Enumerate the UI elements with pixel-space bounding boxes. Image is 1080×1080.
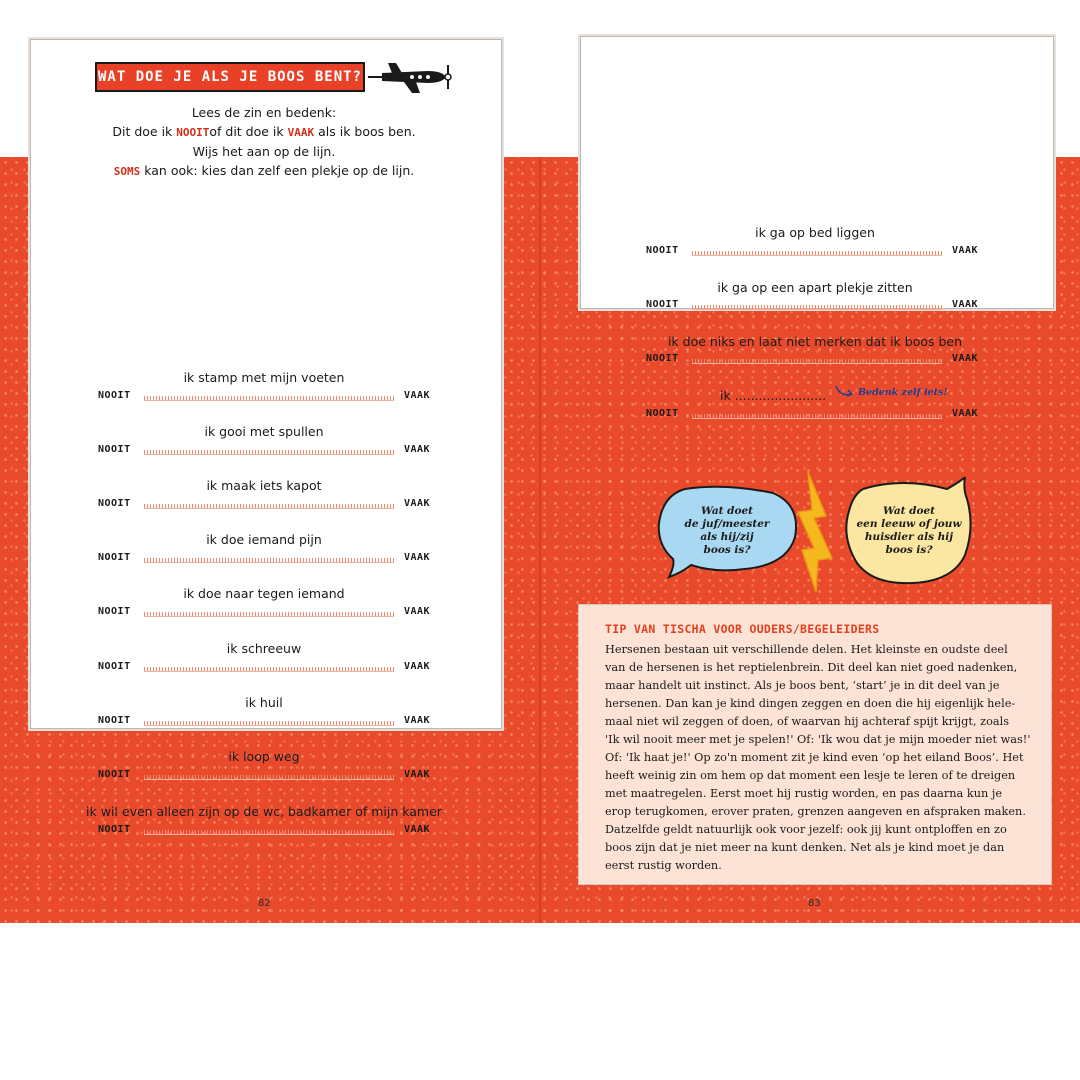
- tip-line: Of: 'Ik haat je!' Op zo'n moment zit je kind even ‘op het eiland Boos’. Het: [605, 751, 1024, 764]
- scale-line[interactable]: [144, 558, 394, 563]
- scale-left-label: NOOIT: [646, 299, 679, 310]
- item-label: ik maak iets kapot: [206, 478, 322, 493]
- tip-line: hersenen. Dan kan je kind dingen zeggen en doen die hij eigenlijk hele-: [605, 697, 1016, 710]
- title-banner-box: [95, 62, 365, 92]
- scale-line[interactable]: [144, 612, 394, 617]
- page-number-right: 83: [808, 898, 821, 909]
- instructions: [28, 103, 500, 181]
- scale-right-label: VAAK: [952, 245, 979, 256]
- scale-left-label: NOOIT: [98, 444, 131, 455]
- scale-right-label: VAAK: [404, 824, 431, 835]
- item-label: ik ga op een apart plekje zitten: [717, 280, 913, 295]
- answer-scale[interactable]: [98, 715, 434, 729]
- bubble-line: een leeuw of jouw: [856, 518, 962, 530]
- bubble-line: huisdier als hij: [864, 531, 954, 543]
- answer-scale[interactable]: [646, 245, 982, 259]
- item-label: ik schreeuw: [226, 641, 302, 656]
- scale-left-label: NOOIT: [98, 661, 131, 672]
- tip-title: TIP VAN TISCHA VOOR OUDERS/BEGELEIDERS: [605, 622, 880, 636]
- scale-line[interactable]: [144, 830, 394, 835]
- scale-left-label: NOOIT: [646, 245, 679, 256]
- tip-line: Hersenen bestaan uit verschillende delen. Het kleinste en oudste deel: [605, 643, 1008, 656]
- tip-line: erop terugkomen, erover praten, grenzen aangeven en afspraken maken.: [605, 805, 1026, 818]
- item-label: ik gooi met spullen: [204, 424, 324, 439]
- answer-scale[interactable]: [98, 498, 434, 512]
- book-spine: [539, 157, 541, 923]
- answer-scale[interactable]: [646, 408, 982, 422]
- scale-right-label: VAAK: [404, 661, 431, 672]
- bubble-line: Wat doet: [882, 505, 936, 517]
- instruction-text: als ik boos ben.: [314, 124, 416, 139]
- scale-right-label: VAAK: [404, 444, 431, 455]
- tip-line: 'Ik wil nooit meer met je spelen!' Of: 'Ik wou dat je mijn moeder niet was!': [605, 733, 1031, 746]
- scale-line[interactable]: [144, 504, 394, 509]
- tip-line: maal niet wil zeggen of doen, of waarvan hij achteraf spijt krijgt, zoals: [605, 715, 1010, 728]
- nooit-emphasis: NOOIT: [176, 126, 210, 139]
- scale-line[interactable]: [144, 775, 394, 780]
- bubble-line: de juf/meester: [684, 518, 770, 530]
- page-number-left: 82: [258, 898, 271, 909]
- item-label: ik huil: [245, 695, 283, 710]
- answer-scale[interactable]: [98, 444, 434, 458]
- scale-line[interactable]: [144, 667, 394, 672]
- instruction-text: kan ook: kies dan zelf een plekje op de lijn.: [140, 163, 415, 178]
- scale-line[interactable]: [144, 396, 394, 401]
- item-label: ik wil even alleen zijn op de wc, badkamer of mijn kamer: [86, 804, 442, 819]
- answer-scale[interactable]: [98, 769, 434, 783]
- lightning-bolt-icon: [796, 470, 836, 594]
- scale-right-label: VAAK: [404, 715, 431, 726]
- curved-arrow-icon: [834, 383, 856, 399]
- item-label: ik doe niks en laat niet merken dat ik boos ben: [667, 334, 963, 349]
- answer-scale[interactable]: [98, 824, 434, 838]
- scale-left-label: NOOIT: [98, 824, 131, 835]
- scale-left-label: NOOIT: [98, 715, 131, 726]
- scale-right-label: VAAK: [404, 498, 431, 509]
- scale-right-label: VAAK: [952, 299, 979, 310]
- bubble-line: Wat doet: [700, 505, 754, 517]
- page-title: WAT DOE JE ALS JE BOOS BENT?: [97, 69, 362, 85]
- bubble-line: boos is?: [703, 544, 751, 556]
- scale-line[interactable]: [144, 450, 394, 455]
- answer-scale[interactable]: [98, 661, 434, 675]
- scale-left-label: NOOIT: [98, 498, 131, 509]
- item-label: ik doe iemand pijn: [206, 532, 322, 547]
- tip-line: met maatregelen. Eerst moet hij rustig worden, en pas daarna kun je: [605, 787, 1003, 800]
- tip-line: van de hersenen is het reptielenbrein. Dit deel kan niet goed nadenken,: [605, 661, 1018, 674]
- tip-line: heeft weinig zin om hem op dat moment een lesje te leren of te dreigen: [605, 769, 1016, 782]
- bubble-line: boos is?: [885, 544, 933, 556]
- blue-bubble-text: [663, 505, 791, 557]
- custom-item-label[interactable]: ik .......................: [720, 388, 827, 403]
- tip-body: [605, 641, 1035, 875]
- scale-line[interactable]: [144, 721, 394, 726]
- scale-right-label: VAAK: [404, 552, 431, 563]
- instruction-line-3: Wijs het aan op de lijn.: [192, 144, 336, 159]
- item-label: ik loop weg: [228, 749, 300, 764]
- scale-line[interactable]: [692, 305, 942, 310]
- airplane-icon: [368, 59, 458, 95]
- answer-scale[interactable]: [646, 353, 982, 367]
- scale-left-label: NOOIT: [98, 606, 131, 617]
- tip-line: boos zijn dat je niet meer na kunt denken. Net als je kind moet je dan: [605, 841, 1005, 854]
- item-label: ik ga op bed liggen: [755, 225, 875, 240]
- tip-line: Datzelfde geldt natuurlijk ook voor jezelf: ook jij kunt ontploffen en zo: [605, 823, 1007, 836]
- right-page-card: [578, 34, 1056, 311]
- answer-scale[interactable]: [98, 606, 434, 620]
- hint-text: Bedenk zelf iets!: [858, 387, 948, 398]
- scale-right-label: VAAK: [404, 769, 431, 780]
- answer-scale[interactable]: [98, 552, 434, 566]
- title-banner: [95, 62, 371, 94]
- instruction-line-2: [28, 122, 500, 142]
- yellow-bubble-text: [850, 505, 968, 557]
- item-label: ik stamp met mijn voeten: [183, 370, 345, 385]
- scale-right-label: VAAK: [404, 606, 431, 617]
- answer-scale[interactable]: [646, 299, 982, 313]
- scale-right-label: VAAK: [404, 390, 431, 401]
- scale-left-label: NOOIT: [646, 353, 679, 364]
- instruction-line-4: [28, 161, 500, 181]
- scale-left-label: NOOIT: [98, 552, 131, 563]
- tip-line: eerst rustig worden.: [605, 859, 722, 872]
- item-label: ik doe naar tegen iemand: [183, 586, 345, 601]
- bubble-line: als hij/zij: [700, 531, 754, 543]
- scale-left-label: NOOIT: [98, 390, 131, 401]
- soms-emphasis: SOMS: [113, 165, 141, 178]
- scale-line[interactable]: [692, 359, 942, 364]
- scale-right-label: VAAK: [952, 353, 979, 364]
- instruction-text: Dit doe ik: [112, 124, 177, 139]
- scale-left-label: NOOIT: [98, 769, 131, 780]
- instruction-line-1: Lees de zin en bedenk:: [191, 105, 337, 120]
- scale-line[interactable]: [692, 414, 942, 419]
- answer-scale[interactable]: [98, 390, 434, 404]
- parent-tip-box: [578, 604, 1052, 885]
- scale-right-label: VAAK: [952, 408, 979, 419]
- tip-line: maar handelt uit instinct. Als je boos bent, ‘start’ je in dit deel van je: [605, 679, 1000, 692]
- vaak-emphasis: VAAK: [287, 126, 315, 139]
- scale-line[interactable]: [692, 251, 942, 256]
- instruction-text: of dit doe ik: [209, 124, 288, 139]
- scale-left-label: NOOIT: [646, 408, 679, 419]
